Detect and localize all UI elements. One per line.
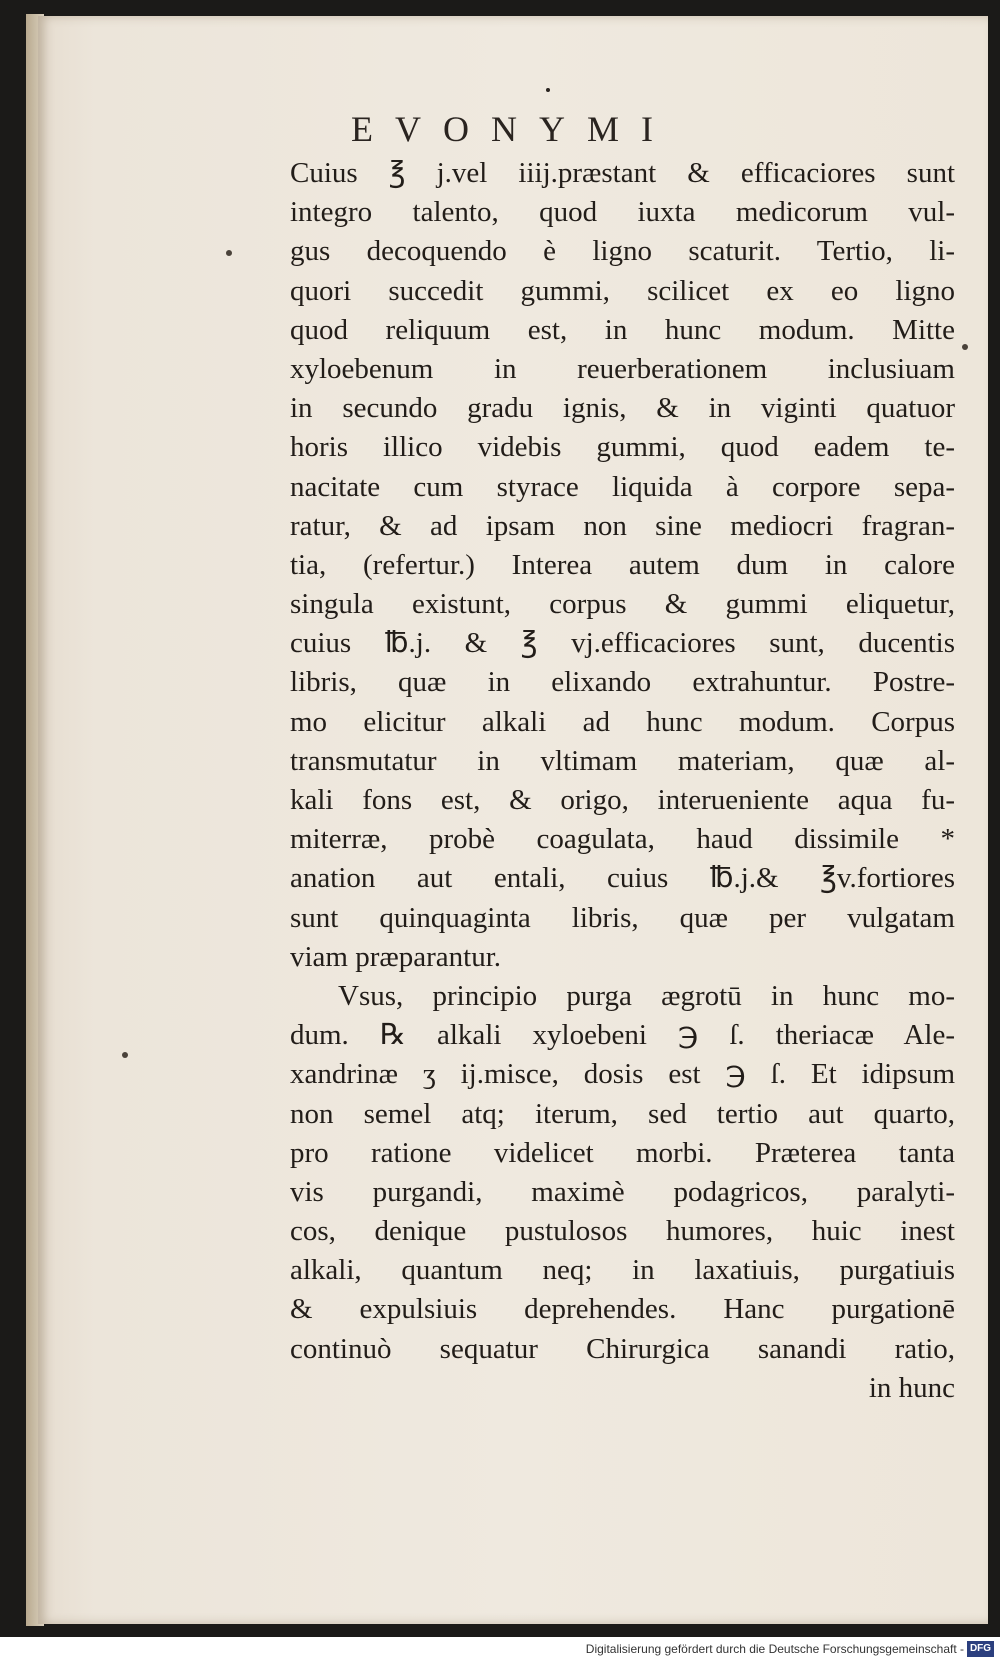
text-line: vis purgandi, maximè podagricos, paralyti-: [290, 1175, 955, 1208]
text-line: cos, denique pustulosos humores, huic inest: [290, 1215, 955, 1248]
text-line: & expulsiuis deprehendes. Hanc purgationē: [290, 1293, 955, 1326]
running-header: EVONYMI: [351, 109, 675, 149]
funding-credit: Digitalisierung gefördert durch die Deutsche Forschungsgemeinschaft -: [585, 1642, 964, 1656]
text-line: alkali, quantum neq; in laxatiuis, purgatiuis: [290, 1254, 955, 1287]
text-line: cuius ℔.j. & ℥ vj.efficaciores sunt, ducentis: [290, 627, 955, 660]
text-line: Vsus, principio purga ægrotū in hunc mo-: [338, 979, 955, 1012]
text-line: sunt quinquaginta libris, quæ per vulgatam: [290, 901, 955, 934]
text-line: ratur, & ad ipsam non sine mediocri fragran-: [290, 509, 955, 542]
margin-mark: [122, 1052, 128, 1058]
text-line: transmutatur in vltimam materiam, quæ al-: [290, 744, 955, 777]
text-line: anation aut entali, cuius ℔.j.& ℥v.fortiores: [290, 862, 955, 895]
footer-bar: [0, 1637, 1000, 1663]
text-line: libris, quæ in elixando extrahuntur. Postre-: [290, 666, 955, 699]
margin-mark: [226, 250, 232, 256]
text-line: pro ratione videlicet morbi. Præterea tanta: [290, 1136, 955, 1169]
text-line: in secundo gradu ignis, & in viginti quatuor: [290, 392, 955, 425]
text-line: quori succedit gummi, scilicet ex eo ligno: [290, 274, 955, 307]
margin-mark: [962, 344, 968, 350]
dfg-logo: DFG: [967, 1641, 994, 1657]
text-line: non semel atq; iterum, sed tertio aut quarto,: [290, 1097, 955, 1130]
text-line: dum. ℞ alkali xyloebeni ℈ ſ. theriacæ Ale-: [290, 1019, 955, 1052]
text-line: horis illico videbis gummi, quod eadem te-: [290, 431, 955, 464]
text-line: Cuius ℥ j.vel iiij.præstant & efficaciores sunt: [290, 157, 955, 189]
body-text: [290, 154, 955, 1408]
text-line: xandrinæ ʒ ij.misce, dosis est ℈ ſ. Et idipsum: [290, 1058, 955, 1091]
text-line: quod reliquum est, in hunc modum. Mitte: [290, 313, 955, 346]
header-ornament-dot: [546, 88, 550, 92]
text-line: nacitate cum styrace liquida à corpore sepa-: [290, 470, 955, 503]
catchword: in hunc: [868, 1371, 955, 1404]
text-line: continuò sequatur Chirurgica sanandi ratio,: [290, 1332, 955, 1365]
text-line: kali fons est, & origo, interueniente aqua fu-: [290, 784, 955, 816]
text-line: tia, (refertur.) Interea autem dum in calore: [290, 548, 955, 581]
text-line: integro talento, quod iuxta medicorum vul-: [290, 196, 955, 229]
text-line: singula existunt, corpus & gummi eliquetur,: [290, 588, 955, 621]
text-line: mo elicitur alkali ad hunc modum. Corpus: [290, 705, 955, 738]
text-line: miterræ, probè coagulata, haud dissimile *: [290, 823, 955, 856]
text-line: gus decoquendo è ligno scaturit. Tertio, li-: [290, 235, 955, 268]
text-line: viam præparantur.: [290, 940, 502, 973]
text-line: xyloebenum in reuerberationem inclusiuam: [290, 352, 955, 385]
